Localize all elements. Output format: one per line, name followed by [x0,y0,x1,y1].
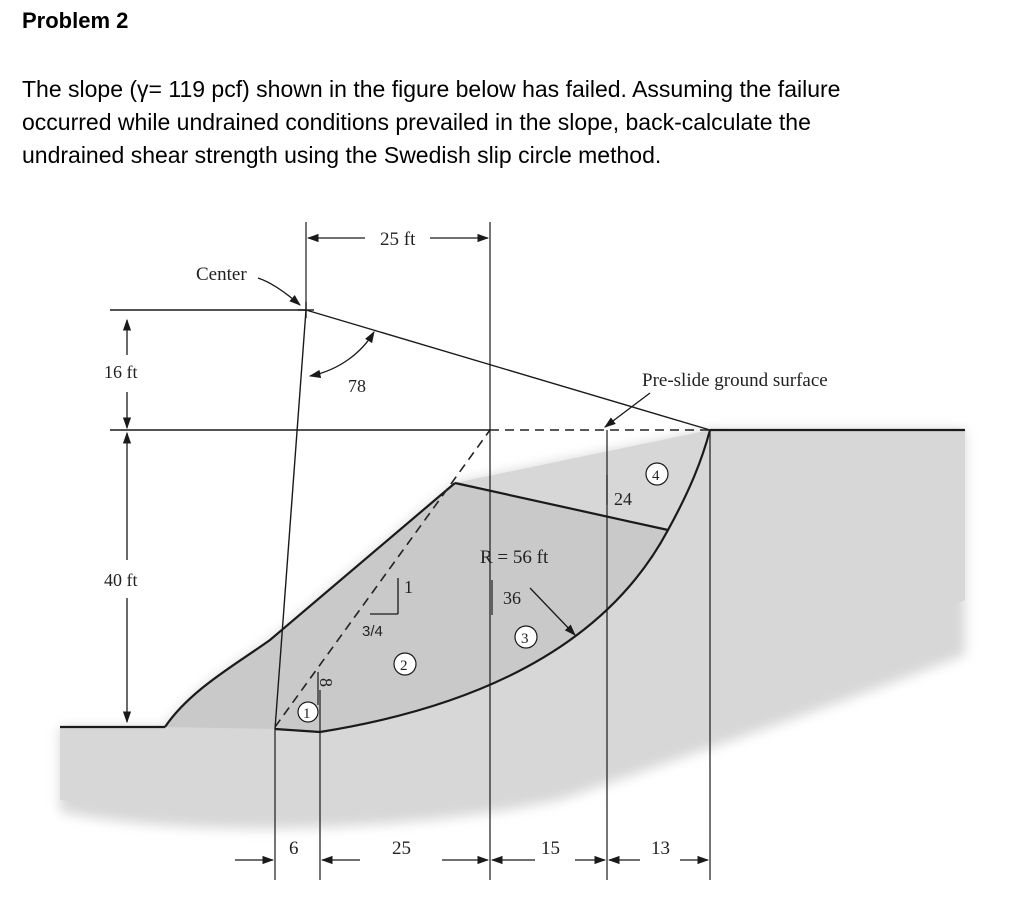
top-dimension-label: 25 ft [380,229,416,250]
slope-rise-label: 1 [404,577,413,597]
problem-line-3: undrained shear strength using the Swedish slip circle method. [22,142,662,168]
problem-line-2: occurred while undrained conditions prevailed in the slope, back-calculate the [22,109,811,135]
slice-3-marker [515,626,537,648]
pre-slide-label: Pre-slide ground surface [642,370,828,391]
slope-run-label: 3/4 [362,623,383,640]
slice-4-marker [646,463,668,485]
dim-6-label: 6 [289,838,299,859]
height-40ft-label: 40 ft [104,570,138,590]
angle-78-label: 78 [348,376,366,396]
angle-8-label: 8 [316,678,336,687]
dim-25-label: 25 [392,838,411,859]
problem-heading: Problem 2 [22,8,129,33]
height-16ft-label: 16 ft [104,362,138,382]
dim-13-label: 13 [651,838,670,859]
center-label: Center [196,264,247,285]
slice-1-label: 1 [303,706,311,722]
center-pointer-arrow [258,278,300,305]
slice-4-label: 4 [652,468,660,484]
slice-3-label: 3 [521,631,529,647]
angle-24-label: 24 [614,489,632,509]
slice-2-label: 2 [400,658,408,674]
problem-line-1: The slope (γ= 119 pcf) shown in the figure below has failed. Assuming the failure [22,76,841,102]
angle-78-arc [310,332,374,376]
slice-2-marker [394,653,416,675]
radius-label: R = 56 ft [480,547,549,568]
angle-36-label: 36 [503,588,521,608]
dim-15-label: 15 [541,838,560,859]
slice-1-marker [298,702,318,722]
